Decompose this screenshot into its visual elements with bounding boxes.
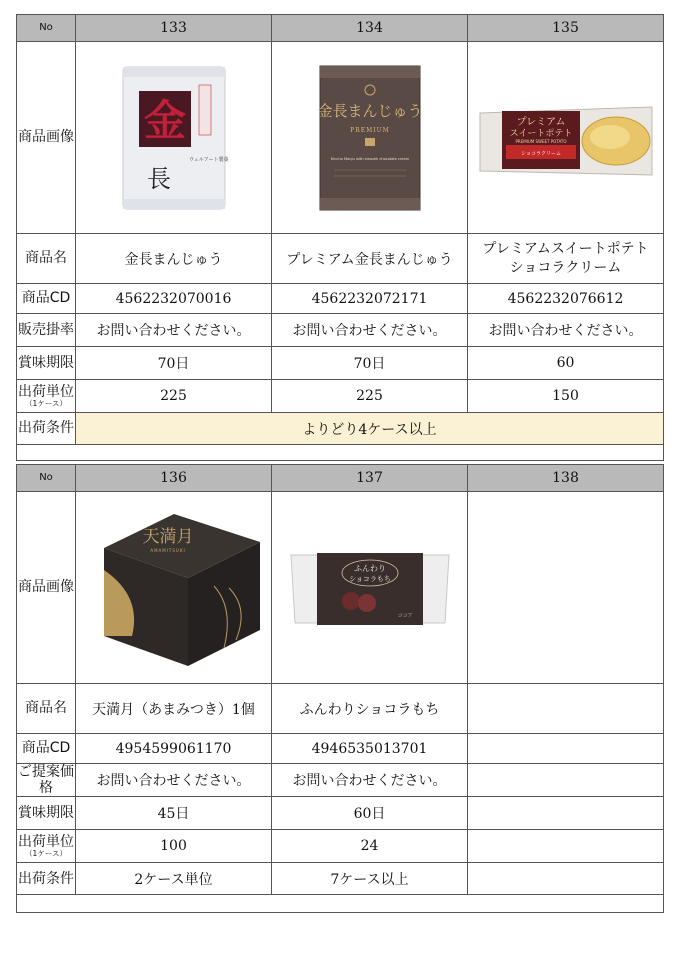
expiry-label: 賞味期限	[17, 797, 76, 830]
unit-row	[17, 380, 664, 413]
product-unit: 150	[468, 380, 664, 413]
product-unit	[468, 830, 664, 863]
unit-label-main: 出荷単位	[18, 383, 74, 400]
pkg-text: 天満月	[142, 526, 193, 547]
product-cd: 4562232070016	[76, 284, 272, 314]
sales-rate-label: 販売掛率	[17, 314, 76, 347]
image-label: 商品画像	[17, 492, 76, 684]
product-no: 137	[272, 465, 468, 492]
condition-row	[17, 863, 664, 895]
price-row	[17, 764, 664, 797]
product-price	[468, 764, 664, 797]
unit-label	[17, 380, 76, 413]
unit-label-sub: （1ケース）	[25, 398, 67, 408]
product-name	[468, 684, 664, 734]
pkg-text: AMAMITSUKI	[149, 547, 186, 553]
pkg-text: ふんわり	[353, 563, 386, 573]
cd-row	[17, 284, 664, 314]
spacer-row	[17, 895, 664, 913]
name-label: 商品名	[17, 684, 76, 734]
header-row	[17, 465, 664, 492]
product-name-line2: ショコラクリーム	[509, 259, 622, 276]
product-no: 135	[468, 15, 664, 42]
product-price: お問い合わせください。	[272, 314, 468, 347]
product-image-133	[76, 42, 272, 234]
price-row	[17, 314, 664, 347]
product-table-1	[16, 14, 664, 461]
product-unit: 225	[272, 380, 468, 413]
shipping-condition: 2ケース単位	[76, 863, 272, 895]
product-cd: 4562232072171	[272, 284, 468, 314]
product-table-2	[16, 464, 664, 913]
pkg-text: スイートポテト	[509, 128, 572, 139]
product-name: 金長まんじゅう	[76, 234, 272, 284]
header-row	[17, 15, 664, 42]
pkg-text: PREMIUM SWEET POTATO	[515, 138, 566, 144]
unit-label	[17, 830, 76, 863]
unit-row	[17, 830, 664, 863]
product-name: プレミアム金長まんじゅう	[272, 234, 468, 284]
amamitsuki-box-image	[84, 508, 264, 668]
spacer	[17, 895, 664, 913]
expiry-label: 賞味期限	[17, 347, 76, 380]
image-row	[17, 492, 664, 684]
product-price: お問い合わせください。	[468, 314, 664, 347]
cd-row	[17, 734, 664, 764]
product-image-136	[76, 492, 272, 684]
pkg-text: プレミアム	[516, 116, 565, 128]
pkg-text: 長	[146, 164, 171, 193]
cd-label: 商品CD	[17, 284, 76, 314]
product-expiry: 70日	[76, 347, 272, 380]
shipping-condition: よりどり4ケース以上	[76, 413, 664, 445]
product-no: 138	[468, 465, 664, 492]
product-cd	[468, 734, 664, 764]
product-name: 天満月（あまみつき）1個	[76, 684, 272, 734]
chocolat-mochi-package-image	[287, 543, 453, 633]
product-unit: 225	[76, 380, 272, 413]
unit-label-sub: （1ケース）	[25, 848, 67, 858]
unit-label-main: 出荷単位	[18, 833, 74, 850]
product-unit: 100	[76, 830, 272, 863]
expiry-row	[17, 347, 664, 380]
manju-package-image	[119, 63, 229, 213]
name-label: 商品名	[17, 234, 76, 284]
product-price: お問い合わせください。	[76, 764, 272, 797]
product-expiry	[468, 797, 664, 830]
cd-label: 商品CD	[17, 734, 76, 764]
product-image-137	[272, 492, 468, 684]
image-label: 商品画像	[17, 42, 76, 234]
condition-row	[17, 413, 664, 445]
product-expiry: 60日	[272, 797, 468, 830]
product-cd: 4946535013701	[272, 734, 468, 764]
shipping-condition: 7ケース以上	[272, 863, 468, 895]
product-name	[468, 234, 664, 284]
pkg-text: ショコラクリーム	[520, 150, 561, 157]
condition-label: 出荷条件	[17, 863, 76, 895]
product-cd: 4954599061170	[76, 734, 272, 764]
pkg-text: PREMIUM	[349, 126, 390, 134]
pkg-text: 金長まんじゅう	[316, 101, 423, 120]
no-label: No	[17, 465, 76, 492]
product-image-135	[468, 42, 664, 234]
condition-label: 出荷条件	[17, 413, 76, 445]
product-expiry: 70日	[272, 347, 468, 380]
expiry-row	[17, 797, 664, 830]
product-no: 136	[76, 465, 272, 492]
product-cd: 4562232076612	[468, 284, 664, 314]
product-name-line1: プレミアムスイートポテト	[482, 241, 649, 258]
product-expiry: 45日	[76, 797, 272, 830]
name-row	[17, 684, 664, 734]
product-price: お問い合わせください。	[76, 314, 272, 347]
shipping-condition	[468, 863, 664, 895]
image-row	[17, 42, 664, 234]
pkg-text: 金	[143, 95, 186, 145]
product-no: 133	[76, 15, 272, 42]
pkg-text: ショコラもち	[348, 574, 391, 583]
product-expiry: 60	[468, 347, 664, 380]
product-image-134	[272, 42, 468, 234]
name-row	[17, 234, 664, 284]
product-price: お問い合わせください。	[272, 764, 468, 797]
pkg-text: Kincho Manju with smooth chocolate cream	[330, 156, 409, 161]
proposal-price-label: ご提案価格	[18, 764, 74, 797]
no-label: No	[17, 15, 76, 42]
product-name: ふんわりショコラもち	[272, 684, 468, 734]
sweet-potato-package-image	[476, 93, 656, 183]
pkg-text: ココア	[396, 612, 413, 619]
spacer-row	[17, 445, 664, 461]
pkg-text: ウェルアート製菓	[188, 156, 229, 163]
premium-manju-package-image	[314, 60, 426, 216]
product-image-138	[468, 492, 664, 684]
product-unit: 24	[272, 830, 468, 863]
spacer	[17, 445, 664, 461]
product-no: 134	[272, 15, 468, 42]
